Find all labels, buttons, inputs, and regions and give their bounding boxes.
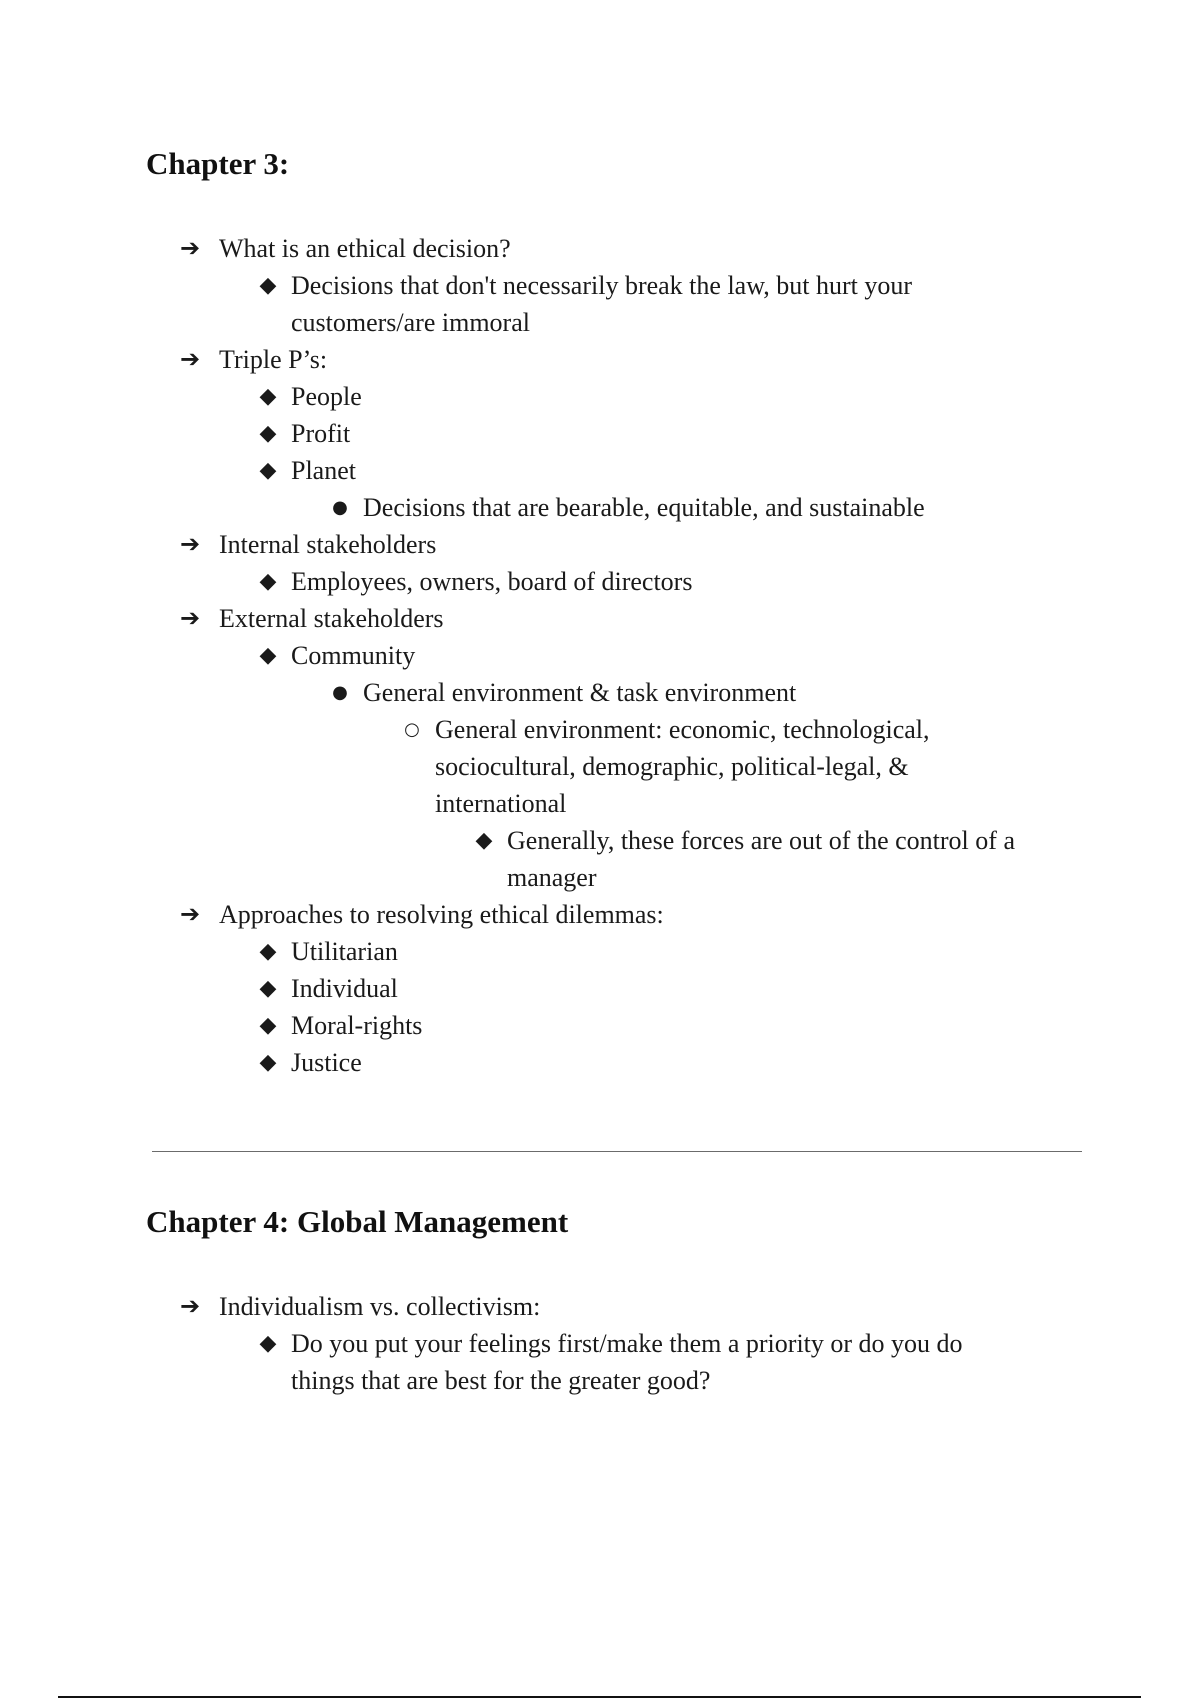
outline-item-level-1 [259, 637, 1200, 896]
diamond-bullet-icon: ◆ [259, 384, 277, 409]
outline-item-text: General environment & task environment [363, 678, 797, 707]
outline-item-text: Decisions that don't necessarily break the law, but hurt your customers/are immoral [291, 271, 913, 337]
outline-item-level-1 [259, 267, 1200, 341]
outline-item-level-0 [0, 230, 1200, 341]
outline-item-level-0 [0, 1288, 1200, 1399]
chapter-3-heading: Chapter 3: [146, 146, 290, 181]
nested-list [219, 563, 1200, 600]
outline-item-level-1 [259, 1044, 1200, 1081]
outline-item-level-2 [332, 489, 1200, 526]
outline-item-level-1 [259, 378, 1200, 415]
outline-item-level-0 [0, 600, 1200, 896]
outline-item-text: People [291, 382, 362, 411]
outline-item-level-1 [259, 1007, 1200, 1044]
chapter-3-outline [0, 230, 1200, 1081]
outline-item-text: Internal stakeholders [219, 530, 437, 559]
circle-bullet-icon: ○ [404, 719, 420, 740]
outline-item-text: Individualism vs. collectivism: [219, 1292, 541, 1321]
outline-item-text: Generally, these forces are out of the control of a manager [507, 826, 1015, 892]
arrow-bullet-icon: ➔ [180, 900, 201, 928]
outline-item-text: Planet [291, 456, 356, 485]
diamond-bullet-icon: ◆ [259, 273, 277, 298]
outline-item-text: General environment: economic, technological, sociocultural, demographic, political-legal, & international [435, 715, 930, 818]
arrow-bullet-icon: ➔ [180, 345, 201, 373]
nested-list [219, 637, 1200, 896]
arrow-bullet-icon: ➔ [180, 234, 201, 262]
outline-item-level-0 [0, 341, 1200, 526]
section-divider [152, 1151, 1082, 1152]
diamond-bullet-icon: ◆ [259, 1331, 277, 1356]
diamond-bullet-icon: ◆ [259, 1050, 277, 1075]
page-bottom-rule [58, 1696, 1141, 1698]
diamond-bullet-icon: ◆ [259, 939, 277, 964]
outline-item-text: Employees, owners, board of directors [291, 567, 693, 596]
outline-item-text: What is an ethical decision? [219, 234, 511, 263]
outline-item-text: Approaches to resolving ethical dilemmas: [219, 900, 664, 929]
nested-list [219, 378, 1200, 526]
outline-item-text: Community [291, 641, 416, 670]
outline-item-text: Profit [291, 419, 351, 448]
outline-item-text: Utilitarian [291, 937, 398, 966]
outline-item-level-1 [259, 563, 1200, 600]
chapter-4-heading: Chapter 4: Global Management [146, 1204, 569, 1239]
nested-list [291, 489, 1200, 526]
dot-bullet-icon: ● [332, 682, 348, 703]
outline-item-level-3 [404, 711, 1200, 896]
outline-item-level-4 [475, 822, 1200, 896]
outline-item-level-1 [259, 1325, 1200, 1399]
arrow-bullet-icon: ➔ [180, 604, 201, 632]
nested-list [363, 711, 1200, 896]
outline-item-text: Justice [291, 1048, 362, 1077]
diamond-bullet-icon: ◆ [259, 569, 277, 594]
outline-item-text: Moral-rights [291, 1011, 423, 1040]
outline-item-level-1 [259, 415, 1200, 452]
nested-list [219, 267, 1200, 341]
nested-list [435, 822, 1200, 896]
outline-item-level-1 [259, 452, 1200, 526]
diamond-bullet-icon: ◆ [259, 976, 277, 1001]
diamond-bullet-icon: ◆ [259, 643, 277, 668]
outline-item-text: Triple P’s: [219, 345, 328, 374]
arrow-bullet-icon: ➔ [180, 530, 201, 558]
outline-item-text: Decisions that are bearable, equitable, and sustainable [363, 493, 925, 522]
nested-list [291, 674, 1200, 896]
outline-item-text: Individual [291, 974, 398, 1003]
outline-item-level-1 [259, 970, 1200, 1007]
outline-item-level-2 [332, 674, 1200, 896]
arrow-bullet-icon: ➔ [180, 1292, 201, 1320]
outline-item-level-1 [259, 933, 1200, 970]
diamond-bullet-icon: ◆ [259, 421, 277, 446]
diamond-bullet-icon: ◆ [259, 458, 277, 483]
diamond-bullet-icon: ◆ [259, 1013, 277, 1038]
dot-bullet-icon: ● [332, 497, 348, 518]
chapter-4-outline [0, 1288, 1200, 1399]
outline-item-text: Do you put your feelings first/make them a priority or do you do things that are best for the greater good? [291, 1329, 963, 1395]
nested-list [219, 1325, 1200, 1399]
nested-list [219, 933, 1200, 1081]
outline-item-level-0 [0, 896, 1200, 1081]
outline-item-text: External stakeholders [219, 604, 444, 633]
diamond-bullet-icon: ◆ [475, 828, 493, 853]
outline-item-level-0 [0, 526, 1200, 600]
